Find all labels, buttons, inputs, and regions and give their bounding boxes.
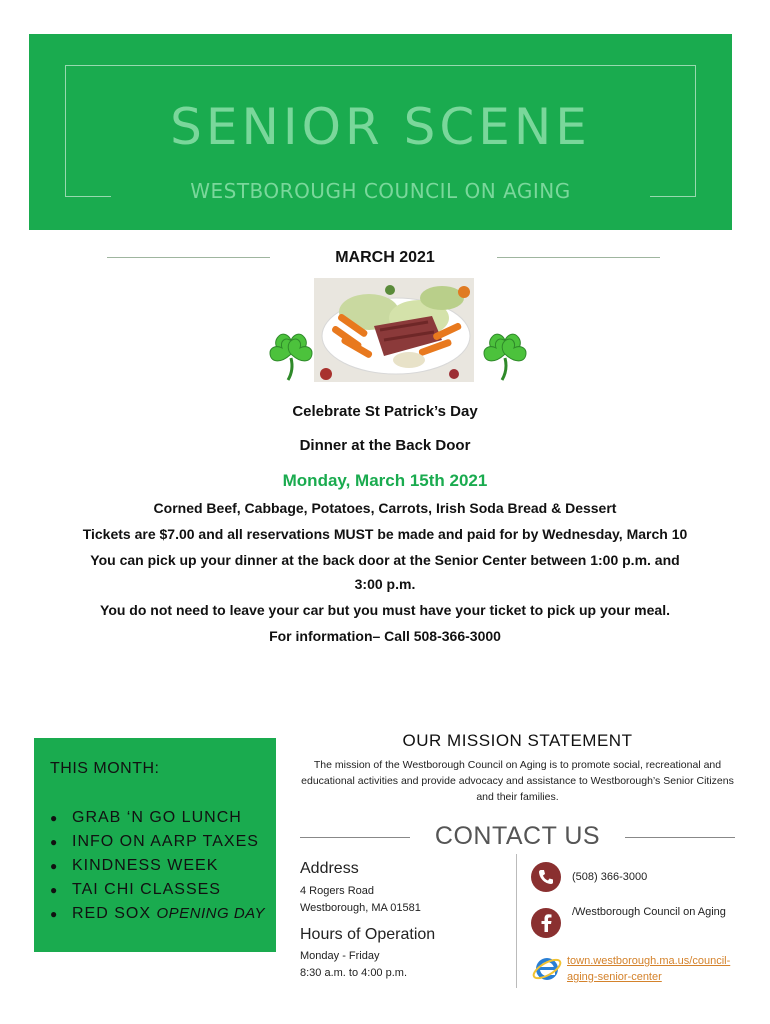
event-pickup-time: 3:00 p.m. <box>354 576 416 592</box>
internet-explorer-icon <box>531 953 563 985</box>
shamrock-icon <box>268 328 314 382</box>
list-item: ● RED SOX OPENING DAY <box>50 905 266 922</box>
newsletter-subtitle: WESTBOROUGH COUNCIL ON AGING <box>190 179 571 203</box>
hours-label: Hours of Operation <box>300 926 436 943</box>
header-banner <box>29 34 732 230</box>
facebook-page: /Westborough Council on Aging <box>572 906 726 918</box>
this-month-list <box>50 806 265 926</box>
newsletter-title: SENIOR SCENE <box>170 98 591 156</box>
hours-time: 8:30 a.m. to 4:00 p.m. <box>300 967 408 979</box>
event-car-note: You do not need to leave your car but you must have your ticket to pick up your meal. <box>100 602 670 618</box>
event-heading: Celebrate St Patrick’s Day <box>292 403 478 420</box>
corned-beef-dinner-image <box>314 278 474 382</box>
issue-month: MARCH 2021 <box>335 249 435 266</box>
shamrock-icon <box>482 328 528 382</box>
event-tickets: Tickets are $7.00 and all reservations MUST be made and paid for by Wednesday, March 10 <box>82 526 688 542</box>
this-month-heading: THIS MONTH: <box>50 760 160 777</box>
address-label: Address <box>300 860 359 877</box>
mission-title: OUR MISSION STATEMENT <box>402 731 633 750</box>
contact-column-divider <box>516 854 517 988</box>
event-info: For information– Call 508-366-3000 <box>269 628 501 644</box>
event-date: Monday, March 15th 2021 <box>282 471 488 490</box>
this-month-box <box>34 738 276 952</box>
list-item: ● TAI CHI CLASSES <box>50 881 221 898</box>
phone-number: (508) 366-3000 <box>572 871 648 883</box>
contact-title: CONTACT US <box>434 822 601 850</box>
event-subheading: Dinner at the Back Door <box>299 437 471 454</box>
event-pickup: You can pick up your dinner at the back door at the Senior Center between 1:00 p.m. and <box>90 552 680 568</box>
website-link[interactable]: town.westborough.ma.us/council- aging-senior-center <box>567 955 731 983</box>
list-item: ● GRAB ‘N GO LUNCH <box>50 809 242 826</box>
event-menu: Corned Beef, Cabbage, Potatoes, Carrots, Irish Soda Bread & Dessert <box>153 500 617 516</box>
facebook-icon <box>531 908 561 938</box>
address-line-1: 4 Rogers Road <box>300 885 374 897</box>
phone-icon <box>531 862 561 892</box>
mission-body: The mission of the Westborough Council on Aging is to promote social, recreational and educational activities and provide advocacy and assistance to Westborough’s Senior Citizens and their families. <box>301 759 734 803</box>
list-item: ● KINDNESS WEEK <box>50 857 219 874</box>
address-line-2: Westborough, MA 01581 <box>300 902 421 914</box>
hours-days: Monday - Friday <box>300 950 380 962</box>
list-item: ● INFO ON AARP TAXES <box>50 833 259 850</box>
